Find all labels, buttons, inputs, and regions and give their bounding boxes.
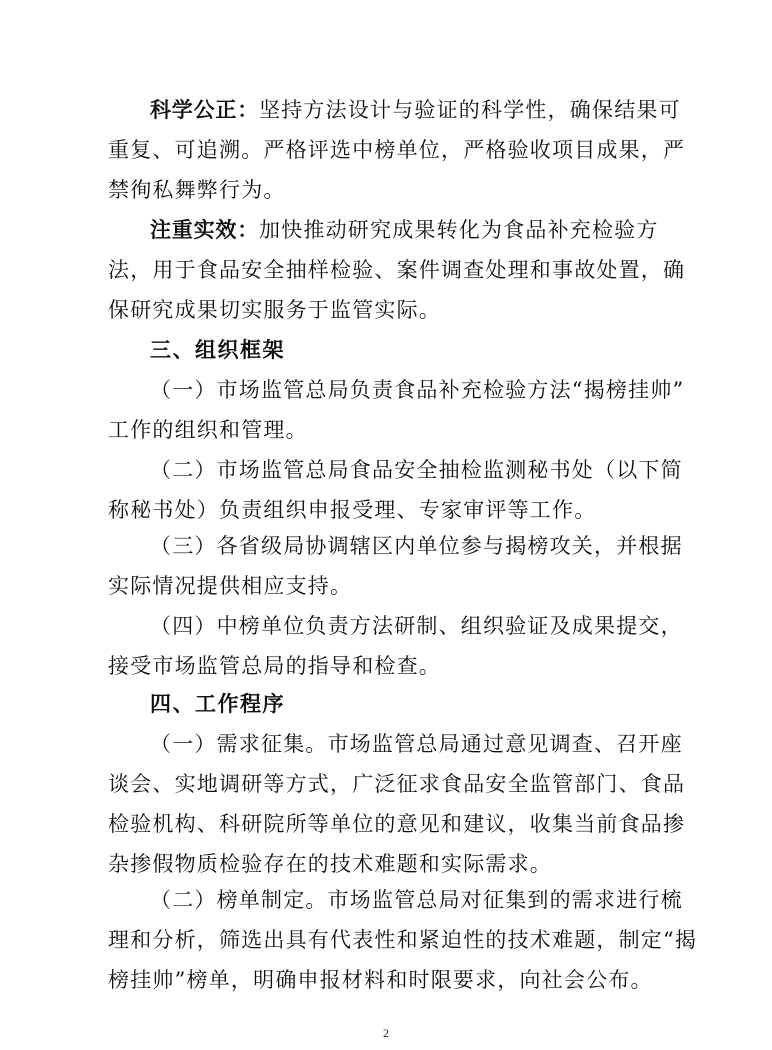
paragraph-effect [108, 210, 686, 330]
section3-item-1 [108, 370, 685, 450]
page-number: 2 [383, 1026, 389, 1040]
section-heading-organization [108, 330, 668, 370]
section-heading-procedure [108, 684, 668, 724]
section4-item-2 [108, 880, 698, 1000]
section3-item-3 [108, 526, 683, 606]
section4-item-1 [108, 724, 686, 884]
list-item-line: （一）市场监管总局负责食品补充检验方法“揭榜挂帅” [150, 378, 685, 402]
paragraph-line [108, 90, 681, 130]
list-item-line: （二）市场监管总局食品安全抽检监测秘书处（以下简 [150, 458, 683, 482]
list-item-line: 谈会、实地调研等方式，广泛征求食品安全监管部门、食品 [108, 772, 686, 796]
list-item-line: 检验机构、科研院所等单位的意见和建议，收集当前食品掺 [108, 812, 686, 836]
list-item-line: （一）需求征集。市场监管总局通过意见调查、召开座 [150, 732, 683, 756]
paragraph-text: 坚持方法设计与验证的科学性，确保结果可 [259, 98, 681, 122]
section3-item-2 [108, 450, 683, 530]
section3-item-4 [108, 606, 683, 686]
paragraph-science [108, 90, 686, 210]
list-item-line: 杂掺假物质检验存在的技术难题和实际需求。 [108, 852, 552, 876]
section-heading: 三、组织框架 [150, 338, 285, 362]
paragraph-lead: 科学公正： [150, 98, 259, 122]
list-item-line: （二）榜单制定。市场监管总局对征集到的需求进行梳 [150, 888, 683, 912]
list-item-line: （三）各省级局协调辖区内单位参与揭榜攻关，并根据 [150, 534, 683, 558]
paragraph-line: 保研究成果切实服务于监管实际。 [108, 298, 441, 322]
list-item-line: 接受市场监管总局的指导和检查。 [108, 654, 441, 678]
list-item-line: 榜挂帅”榜单，明确申报材料和时限要求，向社会公布。 [108, 968, 653, 992]
list-item-line: 实际情况提供相应支持。 [108, 574, 353, 598]
paragraph-lead: 注重实效： [150, 218, 259, 242]
paragraph-line: 禁徇私舞弊行为。 [108, 178, 286, 202]
paragraph-line [108, 210, 668, 250]
list-item-line: （四）中榜单位负责方法研制、组织验证及成果提交， [150, 614, 683, 638]
paragraph-line: 法，用于食品安全抽样检验、案件调查处理和事故处置，确 [108, 258, 686, 282]
list-item-line: 理和分析，筛选出具有代表性和紧迫性的技术难题，制定“揭 [108, 928, 698, 952]
section-heading: 四、工作程序 [150, 692, 285, 716]
list-item-line: 称秘书处）负责组织申报受理、专家审评等工作。 [108, 498, 597, 522]
paragraph-text: 加快推动研究成果转化为食品补充检验方 [259, 218, 659, 242]
paragraph-line: 重复、可追溯。严格评选中榜单位，严格验收项目成果，严 [108, 138, 686, 162]
list-item-line: 工作的组织和管理。 [108, 418, 308, 442]
